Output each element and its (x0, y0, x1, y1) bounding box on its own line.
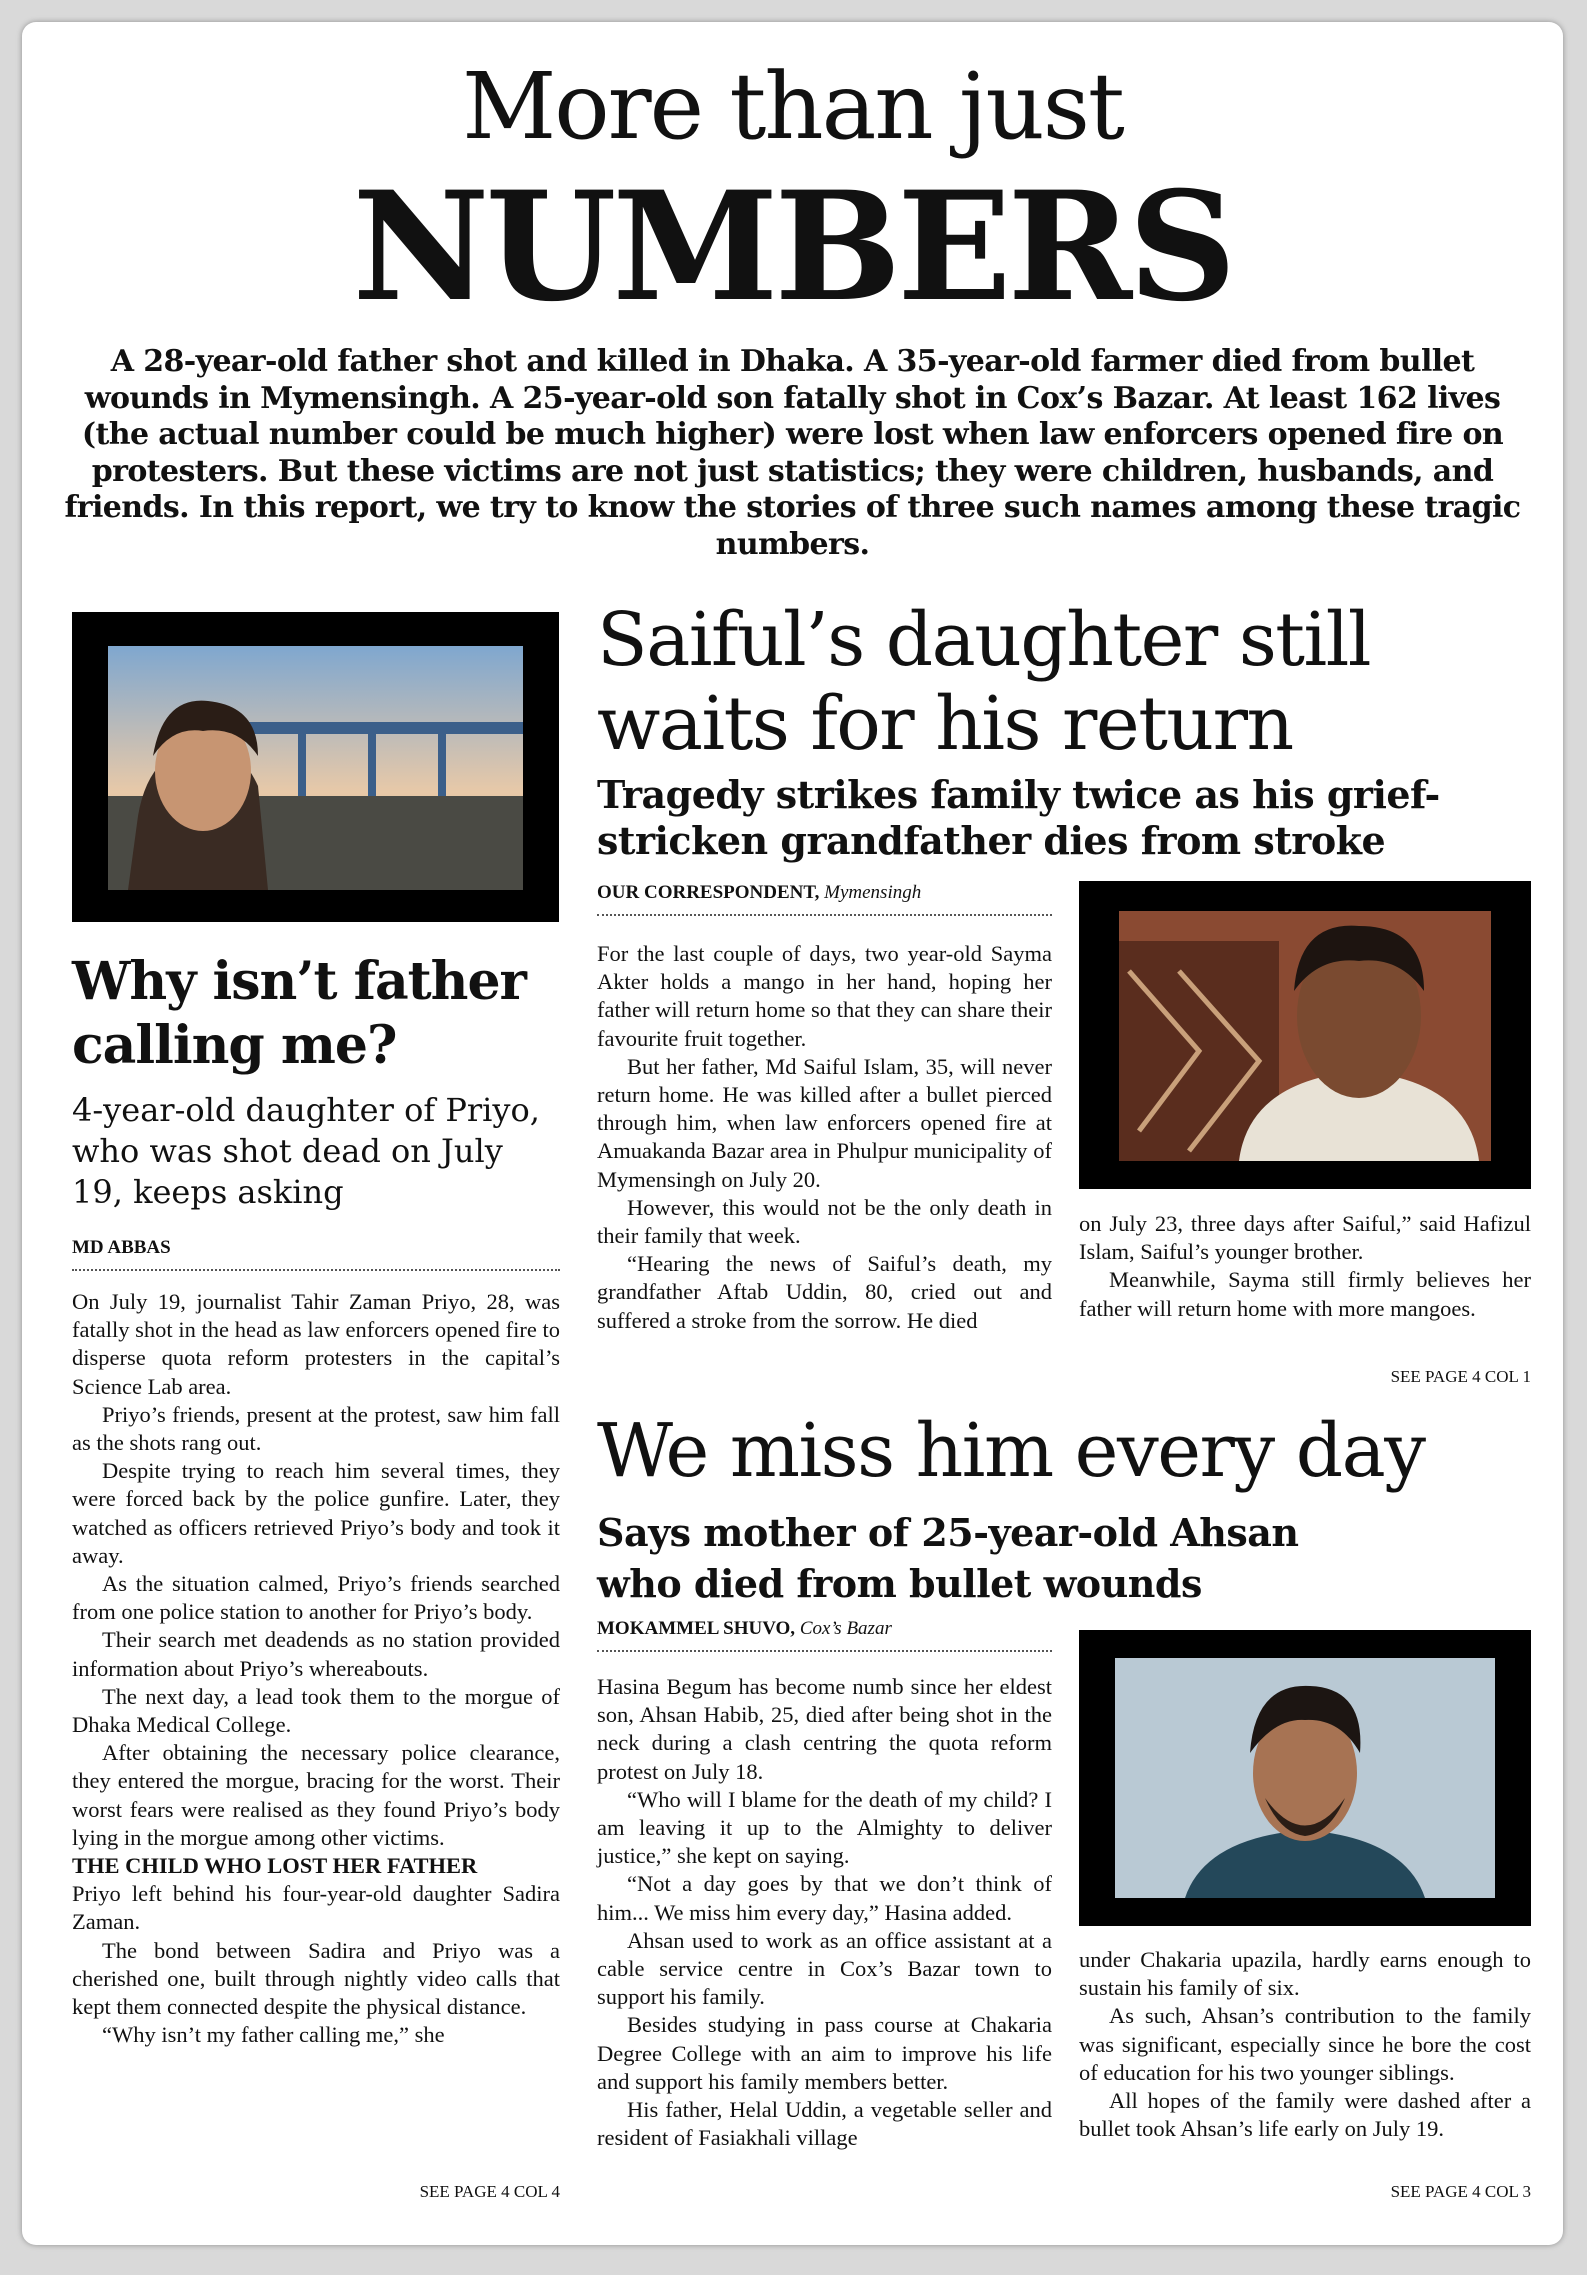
paragraph: But her father, Md Saiful Islam, 35, will never return home. He was killed after a bullet pierced through him, when law enforcers opened fire at Amuakanda Bazar area in Phulpur municipality of Mymensingh on July 20. (597, 1053, 1052, 1192)
ahsan-headline: We miss him every day (597, 1408, 1425, 1494)
paragraph: As the situation calmed, Priyo’s friends searched from one police station to another for Priyo’s body. (72, 1571, 560, 1625)
paragraph: As such, Ahsan’s contribution to the family was significant, especially since he bore the cost of education for his two younger siblings. (1079, 2003, 1531, 2085)
paragraph: The bond between Sadira and Priyo was a cherished one, built through nightly video calls that kept them connected despite the physical distance. (72, 1937, 560, 2020)
paragraph: Priyo’s friends, present at the protest, saw him fall as the shots rang out. (72, 1401, 560, 1456)
paragraph: All hopes of the family were dashed after a bullet took Ahsan’s life early on July 19. (1079, 2088, 1531, 2142)
portrait-photo-saiful-icon (1119, 911, 1491, 1161)
paragraph: However, this would not be the only death in their family that week. (597, 1194, 1052, 1249)
priyo-byline: MD ABBAS (72, 1237, 560, 1271)
priyo-subhead: 4-year-old daughter of Priyo, who was shot dead on July 19, keeps asking (72, 1091, 540, 1211)
saiful-byline-place: Mymensingh (824, 882, 922, 903)
priyo-photo (108, 646, 523, 890)
paragraph: Ahsan used to work as an office assistant at a cable service centre in Cox’s Bazar town to support his family. (597, 1927, 1052, 2010)
saiful-see-page: SEE PAGE 4 COL 1 (1390, 1367, 1531, 1386)
paragraph: Priyo left behind his four-year-old daughter Sadira Zaman. (72, 1881, 560, 1935)
intro-paragraph: A 28-year-old father shot and killed in Dhaka. A 35-year-old farmer died from bullet wounds in Mymensingh. A 25-year-old son fatally shot in Cox’s Bazar. At least 162 lives (the actual number could be much higher) were lost when law enforcers opened fire on protesters. But these victims are not just statistics; they were children, husbands, and friends. In this report, we try to know the stories of three such names among these tragic numbers. (64, 344, 1521, 562)
paragraph: “Why isn’t my father calling me,” she (102, 2022, 445, 2048)
paragraph: The next day, a lead took them to the morgue of Dhaka Medical College. (72, 1683, 560, 1738)
ahsan-subhead: Says mother of 25-year-old Ahsan who died from bullet wounds (597, 1510, 1299, 1606)
paragraph: For the last couple of days, two year-old Sayma Akter holds a mango in her hand, hoping her father will return home so that they can share their favourite fruit together. (597, 941, 1052, 1051)
paragraph: After obtaining the necessary police clearance, they entered the morgue, bracing for the worst. Their worst fears were realised as they found Priyo’s body lying in the morgue among other victims. (72, 1740, 560, 1850)
portrait-photo-ahsan-icon (1115, 1658, 1495, 1898)
priyo-photo-frame (72, 612, 559, 922)
title-line-1: More than just (462, 53, 1123, 160)
saiful-subhead: Tragedy strikes family twice as his grief-stricken grandfather dies from stroke (597, 772, 1440, 863)
paragraph: “Who will I blame for the death of my child? I am leaving it up to the Almighty to deliver justice,” she kept on saying. (597, 1786, 1052, 1869)
paragraph: His father, Helal Uddin, a vegetable seller and resident of Fasiakhali village (597, 2097, 1052, 2151)
saiful-byline (597, 882, 1052, 916)
paragraph: on July 23, three days after Saiful,” said Hafizul Islam, Saiful’s younger brother. (1079, 1211, 1531, 1265)
paragraph: Despite trying to reach him several times, they were forced back by the police gunfire. Later, they watched as officers retrieved Priyo’s body and took it away. (72, 1458, 560, 1568)
paragraph: “Hearing the news of Saiful’s death, my grandfather Aftab Uddin, 80, cried out and suffered a stroke from the sorrow. He died (597, 1251, 1052, 1333)
paragraph: “Not a day goes by that we don’t think of him... We miss him every day,” Hasina added. (597, 1871, 1052, 1925)
newspaper-page (22, 22, 1563, 2245)
paragraph: Meanwhile, Sayma still firmly believes her father will return home with more mangoes. (1079, 1267, 1531, 1321)
paragraph: Their search met deadends as no station provided information about Priyo’s whereabouts. (72, 1627, 560, 1681)
priyo-see-page: SEE PAGE 4 COL 4 (419, 2182, 560, 2201)
ahsan-see-page: SEE PAGE 4 COL 3 (1390, 2182, 1531, 2201)
paragraph: under Chakaria upazila, hardly earns enough to sustain his family of six. (1079, 1947, 1531, 2001)
paragraph: On July 19, journalist Tahir Zaman Priyo, 28, was fatally shot in the head as law enforcers opened fire to disperse quota reform protesters in the capital’s Science Lab area. (72, 1289, 560, 1399)
paragraph: Hasina Begum has become numb since her eldest son, Ahsan Habib, 25, died after being shot in the neck during a clash centring the quota reform protest on July 18. (597, 1674, 1052, 1784)
title-line-2: NUMBERS (352, 159, 1233, 335)
saiful-col2 (1079, 1210, 1531, 1323)
ahsan-photo-frame (1079, 1630, 1531, 1926)
priyo-body (72, 1288, 560, 2049)
portrait-photo-priyo-icon (108, 646, 523, 890)
ahsan-byline (597, 1618, 1052, 1652)
saiful-byline-name: OUR CORRESPONDENT, (597, 882, 820, 903)
saiful-photo (1119, 911, 1491, 1161)
ahsan-byline-place: Cox’s Bazar (799, 1618, 892, 1639)
paragraph: Besides studying in pass course at Chakaria Degree College with an aim to improve his life and support his family members better. (597, 2012, 1052, 2094)
saiful-photo-frame (1079, 881, 1531, 1189)
ahsan-byline-name: MOKAMMEL SHUVO, (597, 1618, 796, 1639)
saiful-headline: Saiful’s daughter still waits for his return (597, 597, 1371, 767)
ahsan-col2 (1079, 1946, 1531, 2143)
ahsan-photo (1115, 1658, 1495, 1898)
ahsan-col1 (597, 1673, 1052, 2152)
section-subheading: THE CHILD WHO LOST HER FATHER (72, 1853, 478, 1879)
priyo-headline: Why isn’t father calling me? (72, 951, 526, 1076)
saiful-col1 (597, 940, 1052, 1335)
